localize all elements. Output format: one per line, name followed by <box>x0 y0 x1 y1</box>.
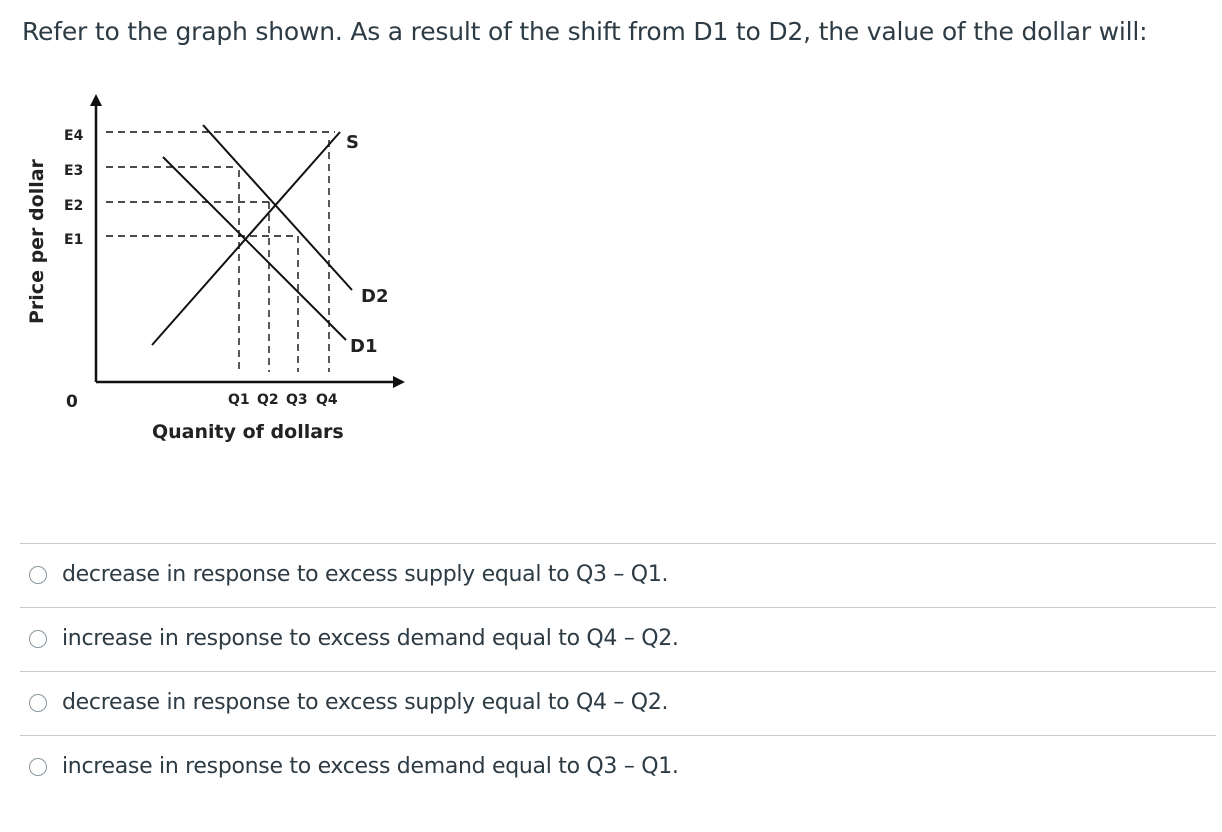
answer-label[interactable]: decrease in response to excess supply equal to Q3 – Q1. <box>62 562 669 587</box>
supply-curve <box>152 132 340 345</box>
x-axis-arrow <box>393 376 405 388</box>
answer-option-3[interactable] <box>20 671 1216 735</box>
answer-option-4[interactable] <box>20 735 1216 799</box>
answer-label[interactable]: decrease in response to excess supply equal to Q4 – Q2. <box>62 690 669 715</box>
price-tick-e3: E3 <box>64 163 84 179</box>
supply-demand-graph <box>0 80 440 460</box>
y-axis-label: Price per dollar <box>26 159 48 324</box>
demand-d1-label: D1 <box>350 336 378 357</box>
quantity-tick-q4: Q4 <box>316 392 338 408</box>
origin-label: 0 <box>66 392 78 412</box>
answer-option-2[interactable] <box>20 607 1216 671</box>
radio-button[interactable] <box>29 758 47 776</box>
question-text: Refer to the graph shown. As a result of the shift from D1 to D2, the value of the dollar will: <box>22 17 1148 46</box>
radio-button[interactable] <box>29 630 47 648</box>
supply-curve-label: S <box>346 132 359 153</box>
answer-label[interactable]: increase in response to excess demand equal to Q3 – Q1. <box>62 754 679 779</box>
quantity-tick-q1: Q1 <box>228 392 250 408</box>
demand-curve-d1 <box>163 157 346 340</box>
curves <box>152 125 352 345</box>
price-tick-e2: E2 <box>64 198 84 214</box>
price-tick-e1: E1 <box>64 232 84 248</box>
quantity-tick-q3: Q3 <box>286 392 308 408</box>
answer-list <box>20 543 1216 799</box>
demand-curve-d2 <box>203 125 352 290</box>
y-axis-arrow <box>90 94 102 106</box>
quantity-tick-q2: Q2 <box>257 392 279 408</box>
radio-button[interactable] <box>29 694 47 712</box>
answer-option-1[interactable] <box>20 543 1216 607</box>
radio-button[interactable] <box>29 566 47 584</box>
answer-label[interactable]: increase in response to excess demand equal to Q4 – Q2. <box>62 626 679 651</box>
price-tick-e4: E4 <box>64 128 84 144</box>
x-axis-label: Quanity of dollars <box>152 421 344 443</box>
demand-d2-label: D2 <box>361 286 389 307</box>
guide-lines <box>106 132 335 372</box>
